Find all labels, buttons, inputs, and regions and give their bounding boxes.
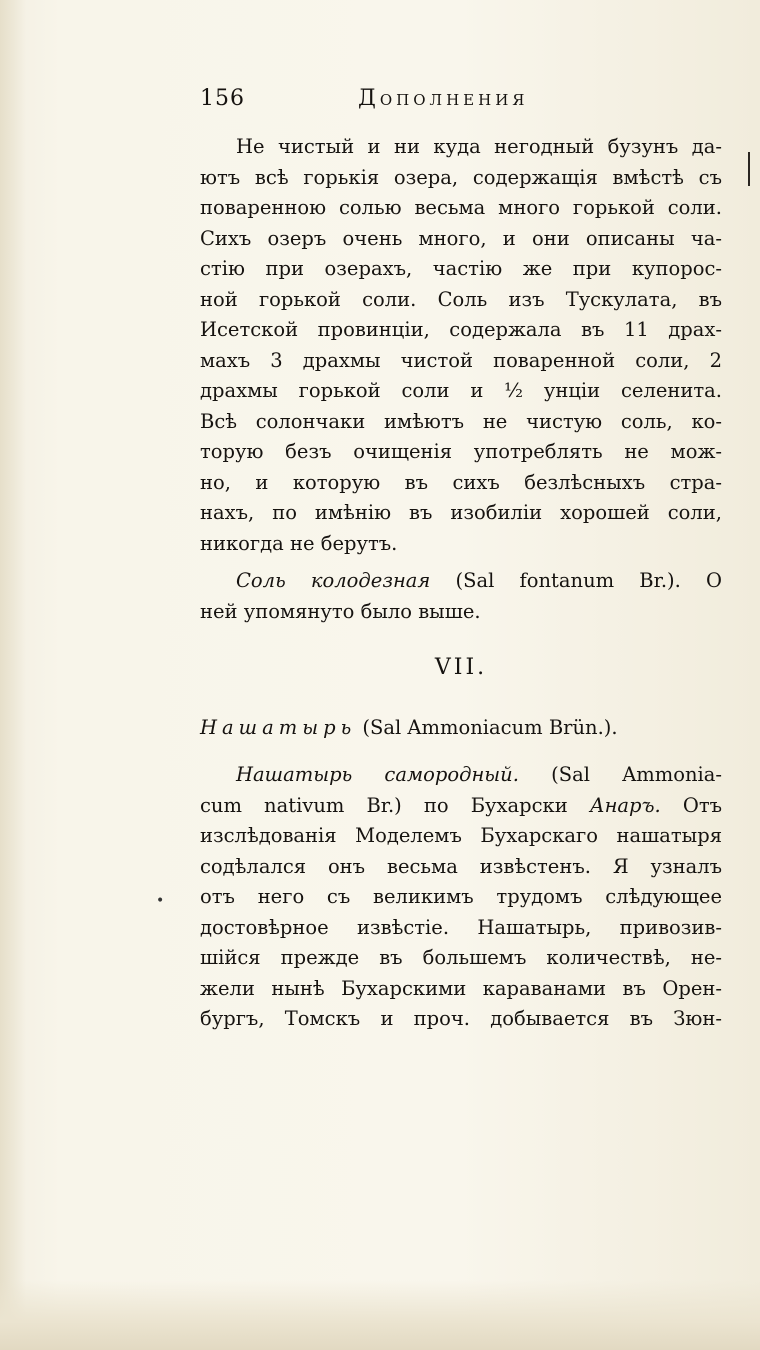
page-number: 156 [200, 86, 245, 111]
text-line: шійся прежде въ большемъ количествѣ, не- [200, 946, 722, 969]
text-line: жели нынѣ Бухарскими караванами въ Орен- [200, 976, 722, 1000]
text-line: стію при озерахъ, частію же при купорос- [200, 257, 722, 280]
term-italic: Соль колодезная [236, 569, 431, 592]
text-line: ной горькой соли. Соль изъ Тускулата, въ [200, 287, 722, 311]
text-line: ютъ всѣ горькія озера, содержащія вмѣстѣ съ [200, 165, 722, 189]
text-line: никогда не берутъ. [200, 531, 398, 555]
page-header [200, 84, 560, 118]
heading-term: Нашатырь [200, 716, 357, 739]
page-bottom-stain [0, 1280, 760, 1350]
text-line: Не чистый и ни куда негодный бузунъ да- [236, 135, 722, 158]
paragraph-2 [200, 566, 722, 627]
text-line: поваренною солью весьма много горькой соли. [200, 196, 722, 219]
text-line: содѣлался онъ весьма извѣстенъ. Я узналъ [200, 854, 722, 878]
text-fragment: (Sal Ammonia- [551, 763, 723, 786]
heading-line [200, 713, 722, 744]
stray-dot-mark: • [156, 893, 165, 909]
text-line [200, 791, 722, 822]
text-line: нахъ, по имѣнію въ изобиліи хорошей соли, [200, 501, 722, 524]
text-line [200, 760, 722, 791]
text-line: достовѣрное извѣстіе. Нашатырь, привозив- [200, 915, 722, 939]
running-title: Дополнения [358, 86, 529, 111]
text-line: Исетской провинціи, содержала въ 11 драх- [200, 318, 722, 341]
text-line: Сихъ озеръ очень много, и они описаны ча- [200, 226, 722, 250]
text-fragment: (Sal fontanum Br.). О [455, 569, 722, 592]
term-italic: Анаръ. [589, 793, 661, 817]
text-line: но, и которую въ сихъ безлѣсныхъ стра- [200, 470, 722, 494]
text-fragment: cum nativum Br.) по Бухарски [200, 793, 568, 817]
text-line: бургъ, Томскъ и проч. добывается въ Зюн- [200, 1007, 722, 1030]
paragraph-3 [200, 760, 722, 1035]
text-line: отъ него съ великимъ трудомъ слѣдующее [200, 885, 722, 908]
text-line: торую безъ очищенія употреблять не мож- [200, 440, 722, 463]
text-fragment: Отъ [682, 793, 723, 817]
section-heading [200, 713, 722, 744]
text-line: драхмы горькой соли и ½ унціи селенита. [200, 379, 722, 402]
section-number: VII. [434, 655, 488, 680]
text-line: изслѣдованія Моделемъ Бухарскаго нашатыря [200, 824, 722, 847]
margin-mark [748, 152, 754, 186]
heading-latin: (Sal Ammoniacum Brün.). [362, 716, 618, 739]
text-line: Всѣ солончаки имѣютъ не чистую соль, ко- [200, 409, 722, 433]
text-line [200, 566, 722, 597]
page-gutter-shadow [0, 0, 26, 1350]
text-line: ней упомянуто было выше. [200, 599, 481, 623]
text-line: махъ 3 драхмы чистой поваренной соли, 2 [200, 348, 722, 372]
paragraph-1 [200, 132, 722, 559]
term-italic: Нашатырь самородный. [236, 763, 519, 786]
